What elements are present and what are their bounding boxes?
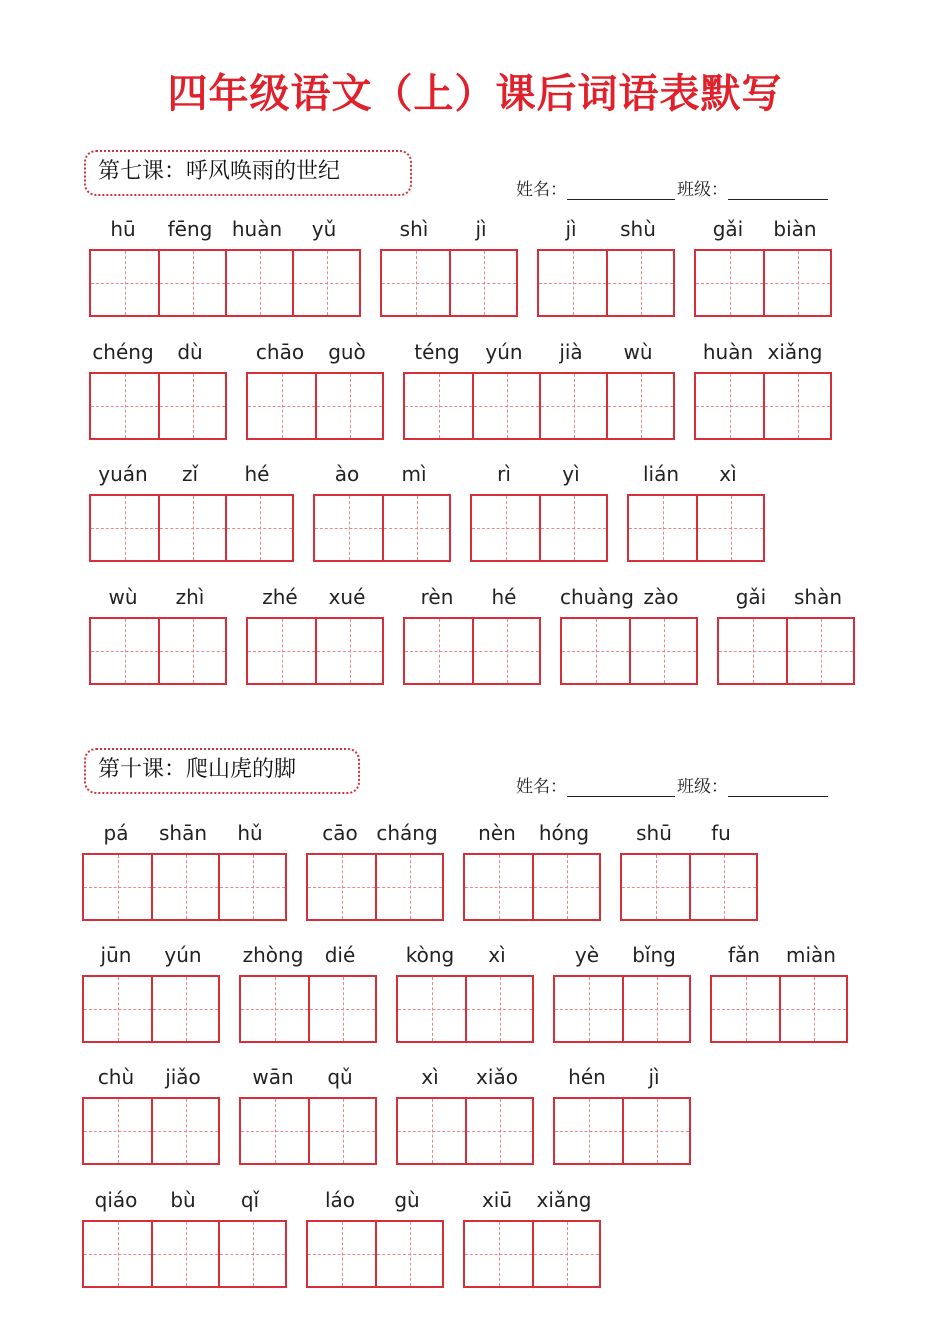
writing-cell[interactable] [405,374,472,438]
tianzige-boxes [89,617,227,685]
pinyin-label: cāo [322,821,358,845]
pinyin-label: zhé [262,585,298,609]
writing-cell[interactable] [151,977,218,1041]
tianzige-boxes [403,372,675,440]
lesson-title-10: 第十课：爬山虎的脚 [84,748,360,794]
pinyin-label: yì [562,462,580,486]
tianzige-boxes [710,975,848,1043]
tianzige-boxes [82,1097,220,1165]
class-label: 班级： [677,777,728,797]
pinyin-label: hū [110,217,136,241]
writing-cell[interactable] [315,374,382,438]
pinyin-label: zhòng [242,943,304,967]
pinyin-label: zǐ [181,462,199,486]
writing-cell[interactable] [151,1222,218,1286]
writing-cell[interactable] [375,855,442,919]
pinyin-label: téng [414,340,460,364]
writing-cell[interactable] [539,496,606,560]
lesson-title-7: 第七课：呼风唤雨的世纪 [84,150,412,196]
pinyin-label: jì [648,1065,660,1089]
pinyin-label: xì [421,1065,439,1089]
pinyin-label: shū [636,821,672,845]
tianzige-boxes [396,975,534,1043]
writing-cell[interactable] [465,977,532,1041]
pinyin-label: fu [711,821,731,845]
pinyin-label: jì [475,217,487,241]
pinyin-label: jūn [100,943,132,967]
writing-cell[interactable] [472,374,539,438]
writing-cell[interactable] [472,496,539,560]
writing-cell[interactable] [465,855,532,919]
tianzige-boxes [396,1097,534,1165]
writing-cell[interactable] [398,1099,465,1163]
name-blank[interactable] [567,181,675,200]
writing-cell[interactable] [465,1099,532,1163]
writing-cell[interactable] [719,619,786,683]
pinyin-label: xiǎng [536,1188,592,1212]
pinyin-label: hóng [538,821,590,845]
pinyin-label: bù [170,1188,196,1212]
tianzige-boxes [313,494,451,562]
tianzige-boxes [380,249,518,317]
pinyin-label: chuàng [560,585,634,609]
class-blank[interactable] [728,778,828,797]
writing-cell[interactable] [308,977,375,1041]
pinyin-label: xiǎng [767,340,823,364]
tianzige-boxes [560,617,698,685]
writing-cell[interactable] [696,374,763,438]
writing-cell[interactable] [241,1099,308,1163]
tianzige-boxes [306,853,444,921]
pinyin-label: wù [623,340,653,364]
name-blank[interactable] [567,778,675,797]
name-label: 姓名： [516,180,567,200]
writing-cell[interactable] [91,496,158,560]
tianzige-boxes [470,494,608,562]
tianzige-boxes [246,372,384,440]
name-class-line-7 [516,175,830,200]
pinyin-label: lián [642,462,680,486]
pinyin-label: shù [620,217,656,241]
writing-cell[interactable] [689,855,756,919]
pinyin-label: jì [565,217,577,241]
tianzige-boxes [239,975,377,1043]
writing-cell[interactable] [555,977,622,1041]
pinyin-label: chéng [92,340,154,364]
tianzige-boxes [306,1220,444,1288]
writing-cell[interactable] [158,619,225,683]
pinyin-label: jià [559,340,583,364]
tianzige-boxes [620,853,758,921]
name-class-line-10 [516,772,830,797]
pinyin-label: kòng [405,943,455,967]
writing-cell[interactable] [382,251,449,315]
pinyin-label: dié [324,943,356,967]
pinyin-label: zhì [175,585,205,609]
writing-cell[interactable] [472,619,539,683]
pinyin-label: yún [164,943,202,967]
pinyin-label: yè [574,943,600,967]
tianzige-boxes [553,975,691,1043]
writing-cell[interactable] [763,251,830,315]
pinyin-label: láo [324,1188,356,1212]
writing-cell[interactable] [225,496,292,560]
pinyin-label: miàn [786,943,836,967]
writing-cell[interactable] [151,1099,218,1163]
writing-cell[interactable] [225,251,292,315]
pinyin-label: shàn [793,585,843,609]
tianzige-boxes [537,249,675,317]
pinyin-label: yǔ [311,217,337,241]
writing-cell[interactable] [308,855,375,919]
writing-cell[interactable] [555,1099,622,1163]
pinyin-label: fēng [167,217,213,241]
pinyin-label: hén [568,1065,606,1089]
tianzige-boxes [82,1220,287,1288]
pinyin-label: rèn [420,585,454,609]
writing-cell[interactable] [248,374,315,438]
writing-cell[interactable] [449,251,516,315]
writing-cell[interactable] [629,619,696,683]
class-blank[interactable] [728,181,828,200]
writing-cell[interactable] [91,374,158,438]
writing-cell[interactable] [779,977,846,1041]
writing-cell[interactable] [606,251,673,315]
pinyin-label: yún [485,340,523,364]
writing-cell[interactable] [562,619,629,683]
writing-cell[interactable] [532,855,599,919]
writing-cell[interactable] [84,977,151,1041]
writing-cell[interactable] [539,251,606,315]
writing-cell[interactable] [151,855,218,919]
writing-cell[interactable] [292,251,359,315]
tianzige-boxes [239,1097,377,1165]
writing-cell[interactable] [712,977,779,1041]
tianzige-boxes [246,617,384,685]
writing-cell[interactable] [763,374,830,438]
pinyin-label: xì [488,943,506,967]
writing-cell[interactable] [622,855,689,919]
pinyin-label: shān [158,821,208,845]
pinyin-label: dù [177,340,203,364]
writing-cell[interactable] [398,977,465,1041]
writing-cell[interactable] [315,619,382,683]
writing-cell[interactable] [158,496,225,560]
pinyin-label: huàn [231,217,283,241]
pinyin-label: chāo [255,340,305,364]
pinyin-label: biàn [773,217,817,241]
pinyin-label: gǎi [735,585,767,609]
tianzige-boxes [463,1220,601,1288]
writing-cell[interactable] [84,1099,151,1163]
writing-cell[interactable] [84,855,151,919]
writing-cell[interactable] [158,251,225,315]
pinyin-label: chù [97,1065,135,1089]
writing-cell[interactable] [218,855,285,919]
writing-cell[interactable] [405,619,472,683]
tianzige-boxes [627,494,765,562]
writing-cell[interactable] [696,496,763,560]
tianzige-boxes [717,617,855,685]
pinyin-label: qǔ [327,1065,353,1089]
tianzige-boxes [82,975,220,1043]
tianzige-boxes [694,249,832,317]
pinyin-label: rì [497,462,511,486]
writing-cell[interactable] [91,619,158,683]
pinyin-label: jiǎo [165,1065,201,1089]
pinyin-label: wān [252,1065,294,1089]
tianzige-boxes [463,853,601,921]
pinyin-label: qiáo [94,1188,138,1212]
pinyin-label: hé [491,585,517,609]
writing-cell[interactable] [622,1099,689,1163]
pinyin-label: ào [334,462,360,486]
pinyin-label: xì [719,462,737,486]
writing-cell[interactable] [622,977,689,1041]
tianzige-boxes [694,372,832,440]
writing-cell[interactable] [539,374,606,438]
writing-cell[interactable] [308,1099,375,1163]
page-title: 四年级语文（上）课后词语表默写 [167,71,783,117]
writing-cell[interactable] [375,1222,442,1286]
writing-cell[interactable] [696,251,763,315]
pinyin-label: huàn [702,340,754,364]
tianzige-boxes [82,853,287,921]
writing-cell[interactable] [308,1222,375,1286]
pinyin-label: fǎn [728,943,760,967]
writing-cell[interactable] [786,619,853,683]
pinyin-label: gù [394,1188,420,1212]
pinyin-label: cháng [376,821,438,845]
class-label: 班级： [677,180,728,200]
pinyin-label: mì [401,462,427,486]
pinyin-label: yuán [98,462,148,486]
pinyin-label: hé [244,462,270,486]
pinyin-label: gǎi [712,217,744,241]
writing-cell[interactable] [606,374,673,438]
pinyin-label: zào [643,585,679,609]
pinyin-label: bǐng [632,943,676,967]
pinyin-label: wù [108,585,138,609]
pinyin-label: xué [328,585,366,609]
writing-cell[interactable] [84,1222,151,1286]
tianzige-boxes [553,1097,691,1165]
pinyin-label: qǐ [240,1188,260,1212]
writing-cell[interactable] [382,496,449,560]
tianzige-boxes [89,494,294,562]
writing-cell[interactable] [315,496,382,560]
pinyin-label: xiū [481,1188,513,1212]
pinyin-label: pá [103,821,129,845]
name-label: 姓名： [516,777,567,797]
tianzige-boxes [403,617,541,685]
pinyin-label: shì [399,217,429,241]
pinyin-label: hǔ [237,821,263,845]
writing-cell[interactable] [241,977,308,1041]
tianzige-boxes [89,249,361,317]
writing-cell[interactable] [248,619,315,683]
writing-cell[interactable] [218,1222,285,1286]
writing-cell[interactable] [91,251,158,315]
pinyin-label: xiǎo [476,1065,518,1089]
pinyin-label: guò [328,340,366,364]
writing-cell[interactable] [465,1222,532,1286]
writing-cell[interactable] [158,374,225,438]
tianzige-boxes [89,372,227,440]
pinyin-label: nèn [478,821,516,845]
writing-cell[interactable] [629,496,696,560]
writing-cell[interactable] [532,1222,599,1286]
